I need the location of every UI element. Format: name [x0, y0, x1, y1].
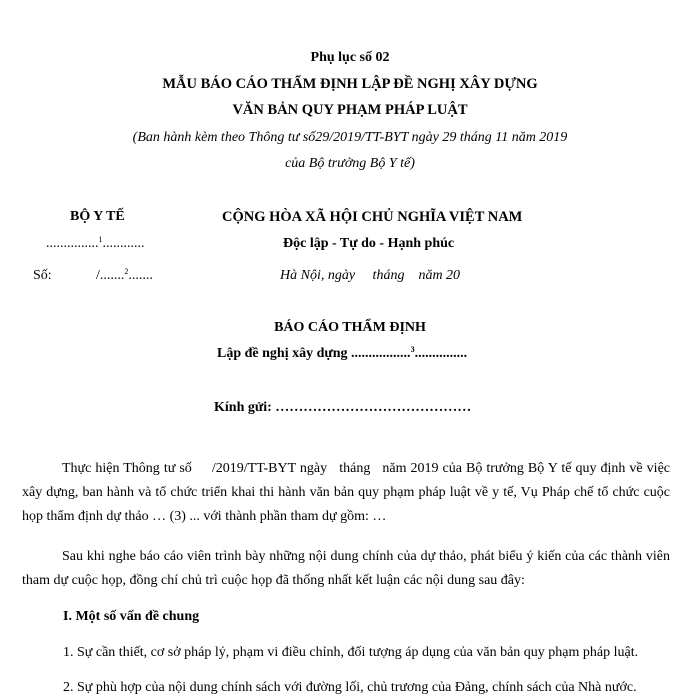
document-number-value: /.......$^2$.......: [96, 267, 153, 283]
place-date: Hà Nội, ngày tháng năm 20: [280, 268, 461, 283]
report-title: BÁO CÁO THẨM ĐỊNH: [274, 320, 426, 335]
footnote-ref-1: 1: [98, 235, 103, 244]
issued-note-line1: (Ban hành kèm theo Thông tư số29/2019/TT-BYT ngày 29 tháng 11 năm 2019: [132, 130, 568, 145]
footnote-ref-2: 2: [124, 267, 129, 276]
issued-note-line2: của Bộ trưởng Bộ Y tế): [285, 156, 415, 171]
section-heading-1: I. Một số vấn đề chung: [63, 609, 200, 624]
footnote-ref-3: 3: [410, 345, 415, 354]
list-item-2: 2. Sự phù hợp của nội dung chính sách với đường lối, chủ trương của Đảng, chính sách của Nhà nước.: [63, 680, 637, 695]
body-paragraph-2: Sau khi nghe báo cáo viên trình bày những nội dung chính của dự thảo, phát biểu ý kiến của các thành viên tham dự cuộc họp, đồng chí chủ trì cuộc họp đã thống nhất kết luận các nội dung sau đây:: [22, 549, 670, 588]
report-subtitle: Lập đề nghị xây dựng .................$^3$...............: [217, 345, 468, 361]
ministry-name: BỘ Y TẾ: [70, 209, 125, 224]
document-title-line2: VĂN BẢN QUY PHẠM PHÁP LUẬT: [232, 102, 468, 118]
unit-placeholder: ...............$^1$............: [46, 235, 145, 251]
appendix-label: Phụ lục số 02: [310, 50, 390, 65]
list-item-1: 1. Sự cần thiết, cơ sở pháp lý, phạm vi điều chỉnh, đối tượng áp dụng của văn bản quy phạm pháp luật.: [63, 645, 639, 660]
national-motto: Độc lập - Tự do - Hạnh phúc: [283, 236, 455, 251]
republic-heading: CỘNG HÒA XÃ HỘI CHỦ NGHĨA VIỆT NAM: [222, 209, 523, 225]
body-paragraph-1: Thực hiện Thông tư số /2019/TT-BYT ngày tháng năm 2019 của Bộ trưởng Bộ Y tế quy định về việc xây dựng, ban hành và tổ chức triển khai thi hành văn bản quy phạm pháp luật về y tế, Vụ Pháp chế tổ chức cuộc họp thẩm định dự thảo … (3) ... với thành phần tham dự gồm: …: [22, 461, 674, 524]
document-number-label: Số:: [33, 268, 52, 283]
document-title-line1: MẪU BÁO CÁO THẨM ĐỊNH LẬP ĐỀ NGHỊ XÂY DỰNG: [162, 76, 538, 92]
recipient-line: Kính gửi: ……………………………………: [214, 400, 472, 415]
